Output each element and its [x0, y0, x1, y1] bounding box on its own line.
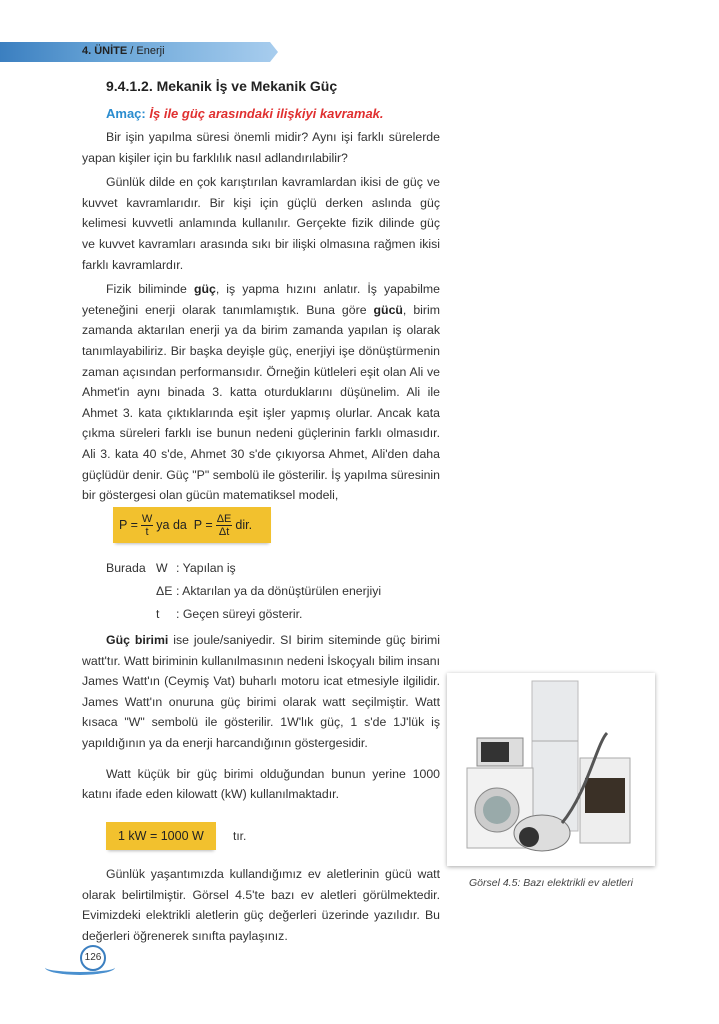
bold-term: güç: [193, 282, 216, 297]
paragraph: [82, 279, 440, 506]
text: , iş yapma hızını anlatır. İş yapabilme yeteneğini enerji olarak tanımlamıştık. Buna göre: [82, 282, 441, 317]
unit-topic: Enerji: [136, 45, 165, 57]
paragraph: Günlük yaşantımızda kullandığımız ev aletlerinin gücü watt olarak belirtilmiştir. Görsel 4.5'te bazı ev aletleri görülmektedir. Evimizdeki elektrikli aletlerin güç değerleri üzerinde yazılıdır. Bu değerleri öğrenerek sınıfta paylaşınız.: [82, 867, 440, 943]
definition: : Geçen süreyi gösterir.: [176, 606, 303, 621]
denominator: Δt: [218, 525, 230, 538]
aim-text: İş ile güç arasındaki ilişkiyi kavramak.: [149, 106, 384, 121]
fraction: [141, 513, 153, 538]
aim-label: Amaç:: [106, 106, 146, 121]
numerator: W: [141, 512, 153, 525]
symbol: ΔE: [156, 583, 173, 598]
paragraph: Bir işin yapılma süresi önemli midir? Aynı işi farklı sürelerde yapan kişiler için bu farklılık nasıl adlandırılabilir?: [82, 130, 440, 165]
numerator: ΔE: [216, 512, 232, 525]
definition: : Yapılan iş: [176, 560, 236, 575]
aim: [106, 106, 384, 121]
text: Fizik biliminde: [106, 282, 194, 297]
paragraph: [82, 630, 440, 754]
bold-term: Güç birimi: [106, 633, 169, 647]
separator: /: [127, 45, 137, 57]
kilowatt-suffix: tır.: [233, 829, 247, 843]
bold-term: gücü: [373, 302, 403, 317]
appliances-illustration: [447, 673, 655, 866]
text: ise joule/saniyedir. SI birim siteminde güç birimi watt'tır. Watt biriminin kullanılmasının nedeni İskoçyalı bilim insanı James Watt'ın (Ceymiş Vat) buharlı motoru icat etmesiyle ilgilidir. James Watt'ın onuruna güç birimi olarak watt seçilmiştir. Watt kısaca "W" sembolü ile gösterilir. 1W'lık güç, 1 s'de 1J'lük iş yapıldığının ya da enerji harcandığının göstergesidir.: [82, 633, 440, 750]
symbol: t: [156, 606, 160, 621]
section-title: 9.4.1.2. Mekanik İş ve Mekanik Güç: [106, 78, 338, 94]
formula-text: dir.: [235, 518, 253, 532]
formula-text: P =: [119, 518, 138, 532]
paragraph: Günlük dilde en çok karıştırılan kavramlardan ikisi de güç ve kuvvet kavramlarıdır. Bir kişi için güçlü derken aslında güç kelimesi kuvvetli anlamında kullanılır. Gerçekte fizik dilinde güç ve kuvvet kavramları arasında sıkı bir ilişki olmasına rağmen ikisi farklı kavramlardır.: [82, 175, 440, 272]
kilowatt-box: 1 kW = 1000 W: [106, 822, 216, 850]
body-text-top: [82, 127, 440, 506]
definitions: [106, 556, 381, 625]
definitions-intro: Burada: [106, 560, 146, 575]
appliances-photo: [447, 673, 655, 866]
paragraph: Watt küçük bir güç birimi olduğundan bunun yerine 1000 katını ifade eden kilowatt (kW) kullanılmaktadır.: [82, 766, 440, 802]
figure-caption: Görsel 4.5: Bazı elektrikli ev aletleri: [469, 877, 633, 889]
unit-label: 4. ÜNİTE: [82, 45, 128, 57]
text: , birim zamanda aktarılan enerji ya da birim zamanda yapılan iş olarak tanımlayabiliriz. Bir başka deyişle güç, enerjiyi işe dönüştürmenin zaman açısından performansıdır. Örneğin kütleleri eşit olan Ali ve Ahmet'in aynı binada 3. katta oturduklarını düşünelim. Ali ile Ahmet 3. kata çıktıklarında eşit işler yapmış olurlar. Ancak kata çıkma süreleri farklı ise bunun nedeni güçlerinin farklı olmasıdır. Ali 3. kata 40 s'de, Ahmet 30 s'de çıkıyorsa Ahmet, Ali'den daha güçlüdür denir. Güç "P" sembolü ile gösterilir. İş yapılma süresinin bir göstergesi olan gücün matematiksel modeli,: [82, 302, 440, 503]
formula-text: ya da P =: [156, 518, 213, 532]
symbol: W: [156, 560, 168, 575]
definition: : Aktarılan ya da dönüştürülen enerjiyi: [176, 583, 382, 598]
denominator: t: [145, 525, 149, 538]
fraction: [216, 513, 233, 538]
power-formula-box: [113, 507, 271, 543]
body-text-bottom: [82, 864, 440, 946]
body-text-middle: [82, 630, 440, 805]
unit-header: [82, 45, 165, 57]
page-number: 126: [80, 945, 106, 971]
